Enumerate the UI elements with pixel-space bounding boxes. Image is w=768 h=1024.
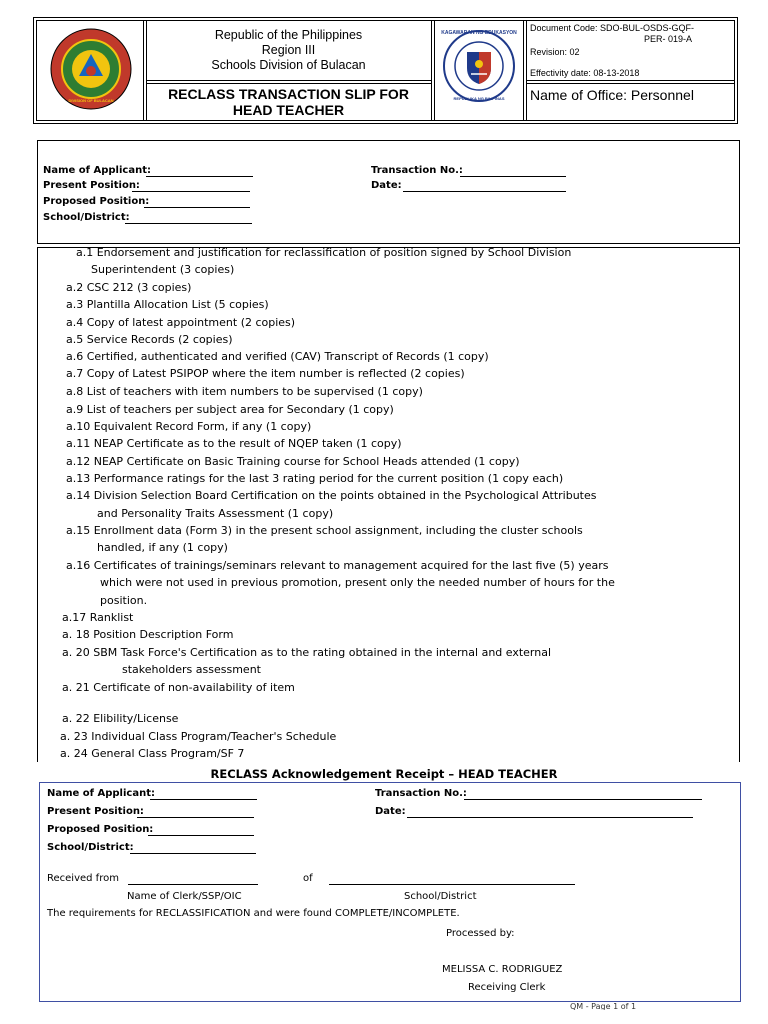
ack-applicant-label: Name of Applicant: [47, 788, 155, 799]
office-name: Name of Office: Personnel [530, 87, 694, 103]
requirement-item: a.13 Performance ratings for the last 3 rating period for the current position (1 copy each) [66, 472, 564, 485]
ack-transaction-no-label: Transaction No.: [375, 788, 467, 799]
requirement-item: a.11 NEAP Certificate as to the result of NQEP taken (1 copy) [66, 437, 402, 450]
ack-date-label: Date: [375, 806, 406, 817]
clerk-caption: Name of Clerk/SSP/OIC [127, 891, 242, 902]
header-divider [523, 20, 524, 121]
requirement-item: a.8 List of teachers with item numbers to be supervised (1 copy) [66, 385, 423, 398]
date-label: Date: [371, 180, 402, 191]
ack-applicant-line[interactable] [150, 799, 257, 800]
header-row-divider [526, 80, 735, 81]
page-title-line1: RECLASS TRANSACTION SLIP FOR [168, 86, 409, 102]
applicant-form-box [37, 140, 740, 244]
header-row-divider [526, 83, 735, 84]
transaction-no-line[interactable] [460, 176, 566, 177]
ack-transaction-no-line[interactable] [464, 799, 702, 800]
requirement-item: a.2 CSC 212 (3 copies) [66, 281, 192, 294]
transaction-no-label: Transaction No.: [371, 165, 463, 176]
requirement-item: a. 18 Position Description Form [62, 628, 234, 641]
page-footer: QM - Page 1 of 1 [570, 1002, 637, 1010]
requirement-item: a.6 Certified, authenticated and verified (CAV) Transcript of Records (1 copy) [66, 350, 489, 363]
deped-seal-icon [441, 28, 517, 104]
header-row-divider [146, 83, 431, 84]
requirement-item: a. 20 SBM Task Force's Certification as to the rating obtained in the internal and external [62, 646, 552, 659]
processed-by-label: Processed by: [446, 928, 515, 939]
ack-present-position-line[interactable] [137, 817, 254, 818]
requirement-item: a.10 Equivalent Record Form, if any (1 copy) [66, 420, 312, 433]
requirement-item: a. 23 Individual Class Program/Teacher's Schedule [60, 730, 337, 743]
applicant-line[interactable] [146, 176, 253, 177]
header-row-divider [146, 80, 431, 81]
requirement-item: Superintendent (3 copies) [91, 263, 235, 276]
header-divider [143, 20, 144, 121]
applicant-label: Name of Applicant: [43, 165, 151, 176]
doc-code-line1: Document Code: SDO-BUL-OSDS-GQF- [530, 23, 695, 33]
requirement-item: a.4 Copy of latest appointment (2 copies) [66, 316, 296, 329]
signatory-name: MELISSA C. RODRIGUEZ [442, 964, 563, 975]
of-label: of [303, 873, 313, 884]
ack-proposed-position-label: Proposed Position: [47, 824, 154, 835]
requirement-item: stakeholders assessment [122, 663, 261, 676]
received-from-label: Received from [47, 873, 119, 884]
present-position-line[interactable] [132, 191, 250, 192]
header-division: Schools Division of Bulacan [211, 58, 366, 72]
page-title-line2: HEAD TEACHER [232, 102, 345, 118]
division-seal-text: DIVISION OF BULACAN [68, 98, 114, 103]
requirement-item: a. 24 General Class Program/SF 7 [60, 747, 245, 760]
requirement-item: handled, if any (1 copy) [97, 541, 228, 554]
ack-school-district-label: School/District: [47, 842, 134, 853]
requirement-item: a.15 Enrollment data (Form 3) in the present school assignment, including the cluster schools [66, 524, 583, 537]
requirement-item: a.5 Service Records (2 copies) [66, 333, 233, 346]
header-republic: Republic of the Philippines [214, 28, 363, 42]
school-district-label: School/District: [43, 212, 130, 223]
requirement-item: a. 21 Certificate of non-availability of item [62, 681, 295, 694]
requirement-item: a.17 Ranklist [62, 611, 134, 624]
doc-effectivity: Effectivity date: 08-13-2018 [530, 68, 640, 78]
ack-present-position-label: Present Position: [47, 806, 144, 817]
requirement-item: a.1 Endorsement and justification for reclassification of position signed by School Division [76, 246, 572, 259]
requirement-item: a.7 Copy of Latest PSIPOP where the item number is reflected (2 copies) [66, 367, 465, 380]
deped-seal-text-bottom: REPUBLIKA NG PILIPINAS [453, 96, 505, 101]
requirement-item: a. 22 Elibility/License [62, 712, 179, 725]
present-position-label: Present Position: [43, 180, 140, 191]
requirement-item: position. [100, 594, 148, 607]
header-divider [434, 20, 435, 121]
school-district-line[interactable] [125, 223, 252, 224]
ack-proposed-position-line[interactable] [148, 835, 254, 836]
requirement-item: a.14 Division Selection Board Certification on the points obtained in the Psychological Attributes [66, 489, 597, 502]
requirement-item: a.3 Plantilla Allocation List (5 copies) [66, 298, 269, 311]
date-line[interactable] [403, 191, 566, 192]
header-divider [431, 20, 432, 121]
header-divider [526, 20, 527, 121]
proposed-position-label: Proposed Position: [43, 196, 150, 207]
ack-date-line[interactable] [407, 817, 693, 818]
requirement-item: a.9 List of teachers per subject area for Secondary (1 copy) [66, 403, 394, 416]
requirement-item: a.12 NEAP Certificate on Basic Training course for School Heads attended (1 copy) [66, 455, 520, 468]
doc-code-line2: PER- 019-A [644, 34, 693, 44]
school-district-ack-line[interactable] [329, 884, 575, 885]
deped-seal-text-top: KAGAWARAN NG EDUKASYON [441, 30, 517, 36]
received-from-line[interactable] [128, 884, 258, 885]
proposed-position-line[interactable] [144, 207, 250, 208]
ack-school-district-line[interactable] [130, 853, 256, 854]
ack-title: RECLASS Acknowledgement Receipt – HEAD TEACHER [210, 767, 558, 781]
requirement-item: a.16 Certificates of trainings/seminars relevant to management acquired for the last five (5) years [66, 559, 609, 572]
doc-revision: Revision: 02 [530, 47, 580, 57]
header-region: Region III [261, 43, 316, 57]
school-caption: School/District [404, 891, 477, 902]
requirements-statement: The requirements for RECLASSIFICATION and were found COMPLETE/INCOMPLETE. [47, 908, 460, 919]
requirement-item: which were not used in previous promotion, present only the needed number of hours for the [100, 576, 615, 589]
signatory-role: Receiving Clerk [468, 982, 546, 993]
requirement-item: and Personality Traits Assessment (1 copy) [97, 507, 334, 520]
